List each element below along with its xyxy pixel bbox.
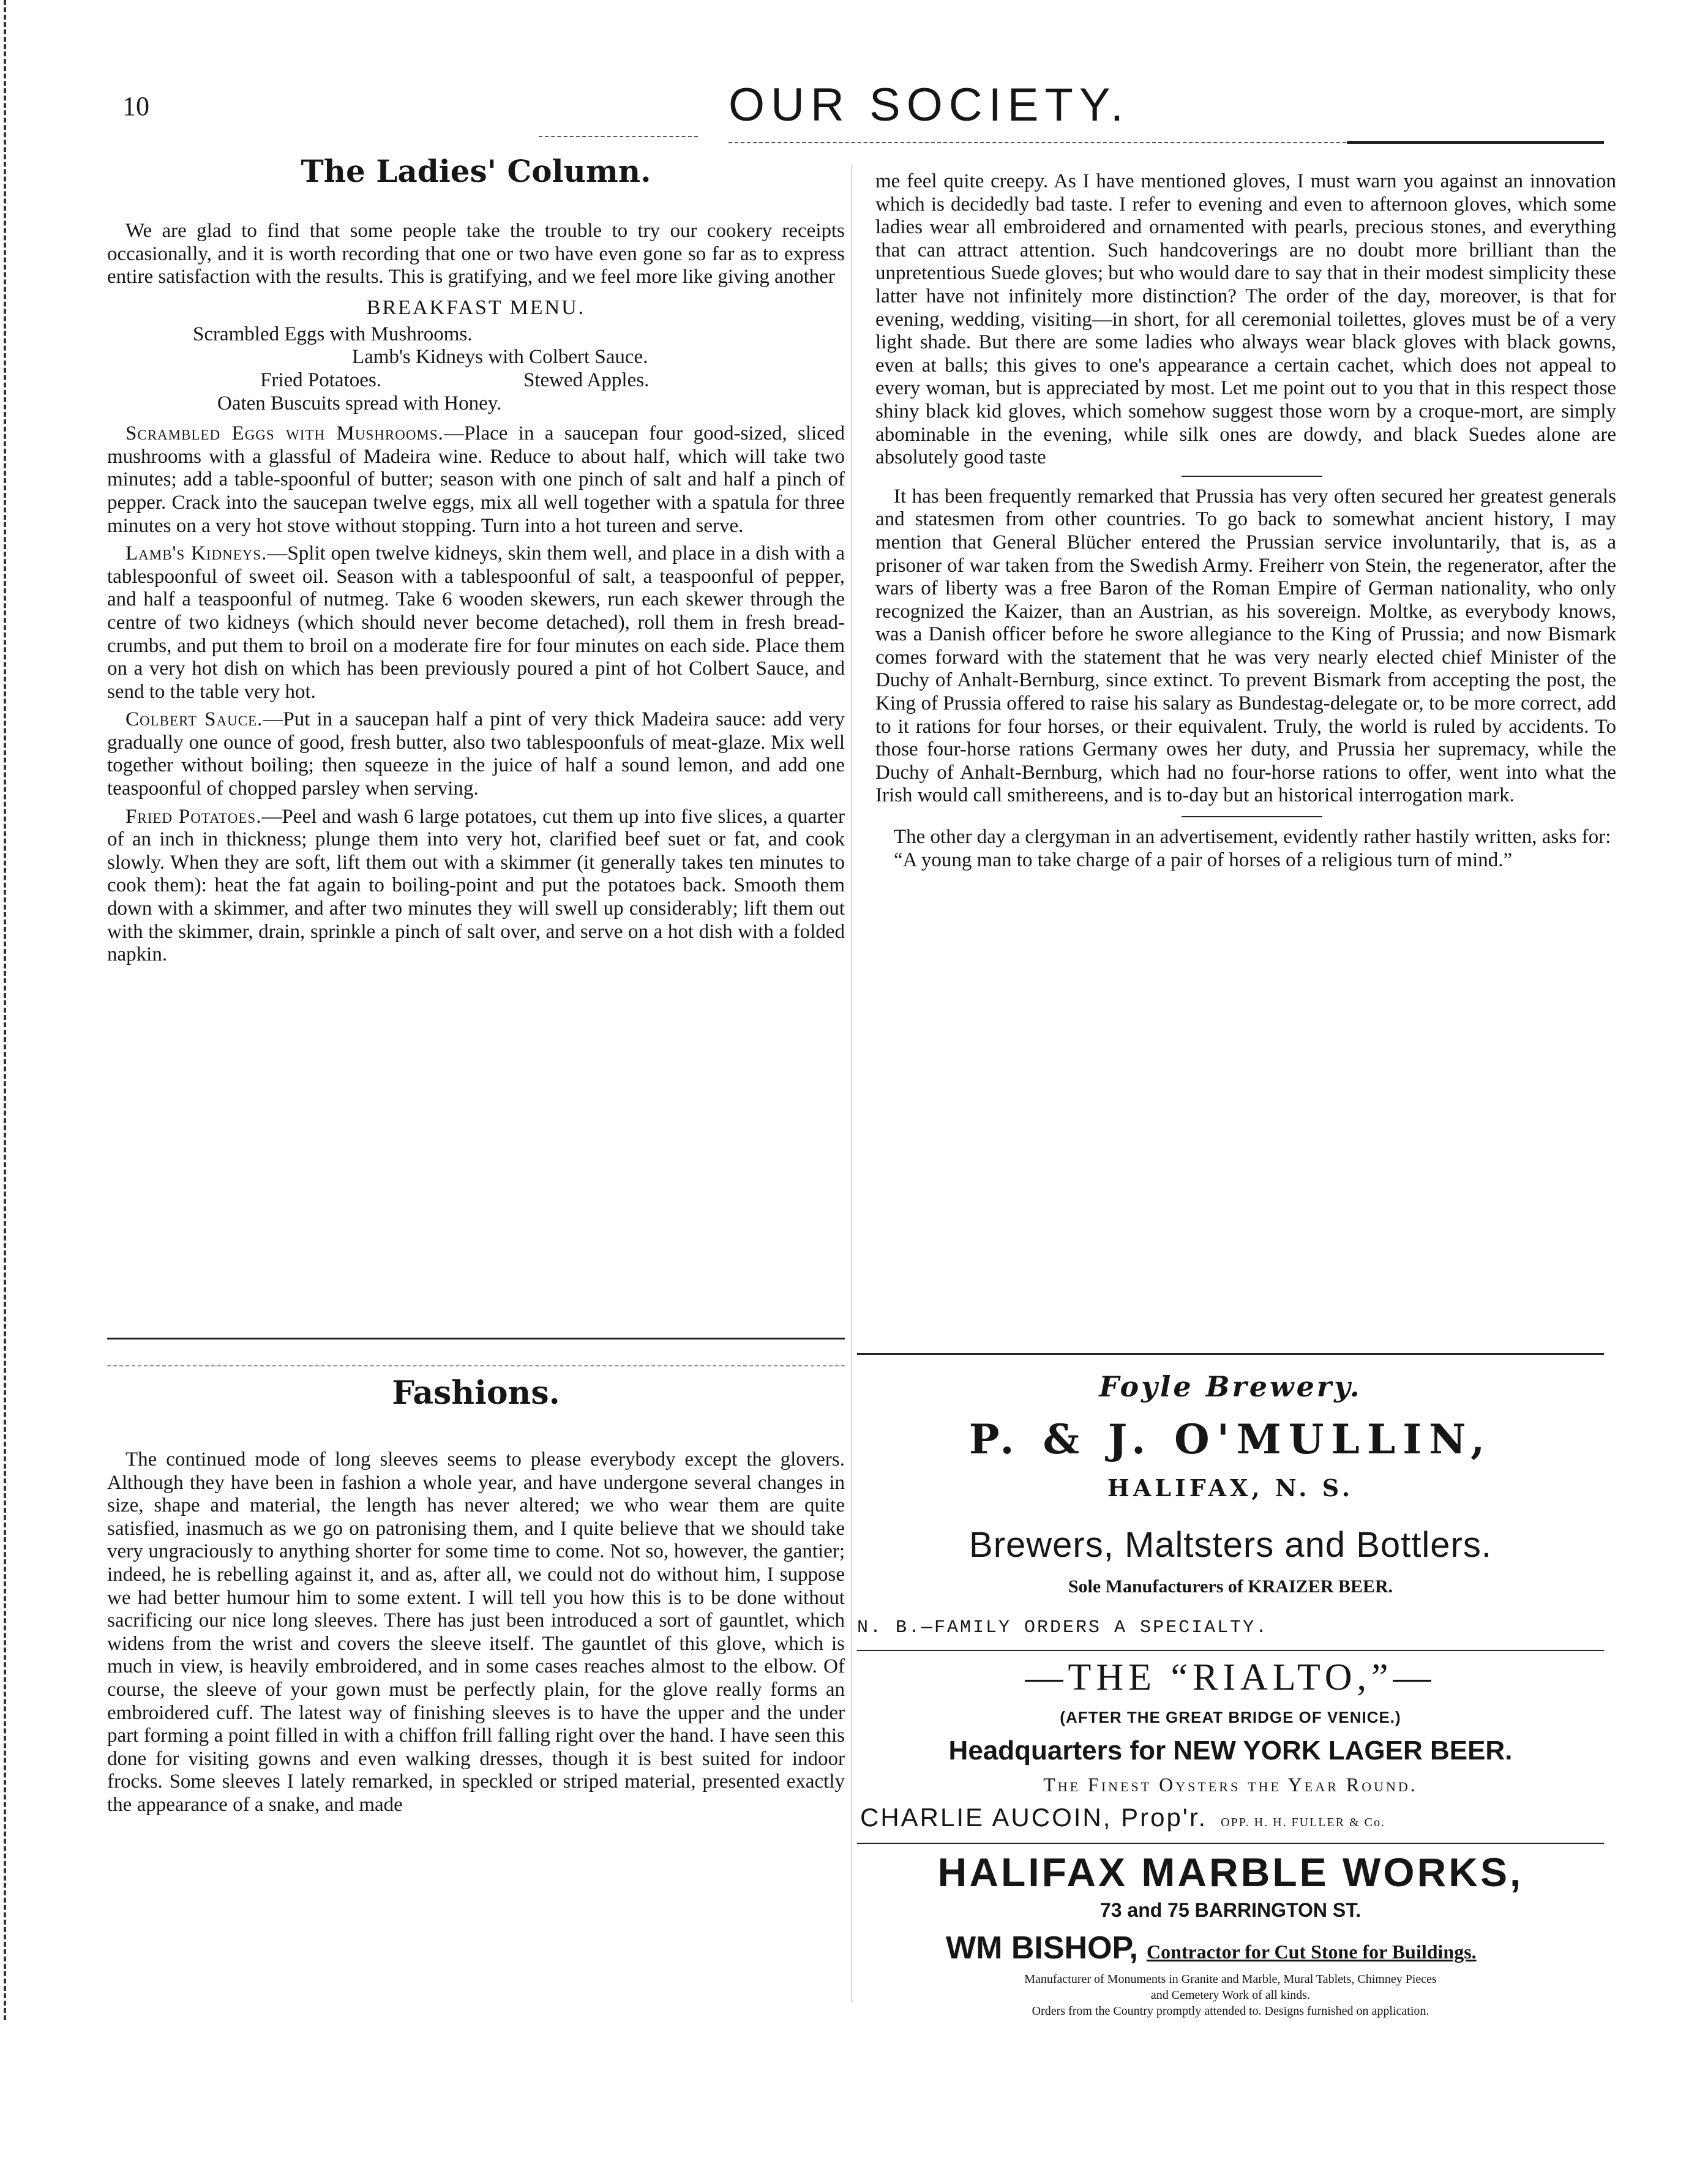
marble-contract: Contractor for Cut Stone for Buildings. (1146, 1941, 1477, 1963)
marble-address: 73 and 75 BARRINGTON ST. (1099, 1899, 1362, 1921)
fashions-text: The continued mode of long sleeves seems to please everybody except the glovers. Although they have been in fashion a whole year, and have undergone several changes in size, shape and material, the length has never altered; we who wear them are quite satisfied, inasmuch as we go on patronising them, and I quite believe that we should take very ungraciously to anything shorter for some time to come. Not so, however, the gantier; indeed, he is rebelling against it, and as, after all, we could not do without him, I suppose we had better humour him to some extent. I will tell you how this is to be done without sacrificing our nice long sleeves. There has just been introduced a sort of gauntlet, which widens from the wrist and covers the sleeve itself. The gauntlet of this glove, which is much in view, is heavily embroidered, and in some cases reaches almost to the elbow. Of course, the sleeve of your gown must be perfectly plain, for the glove really forms an embroidered cuff. The latest way of finishing sleeves is to have the upper and the under part forming a point filled in with a chiffon frill falling right over the hand. I have seen this done for visiting gowns and even walking dresses, though it is best suited for indoor frocks. Some sleeves I lately remarked, in speckled or striped material, presented exactly the appearance of a snake, and made (107, 1448, 845, 1816)
rialto-sub: (AFTER THE GREAT BRIDGE OF VENICE.) (1060, 1708, 1401, 1726)
recipe-text: —Peel and wash 6 large potatoes, cut them up into five slices, a quarter of an inch in thickness; plunge them into very hot, clarified beef suet or fat, and cook slowly. When they are soft, lift them out with a skimmer (it generally takes ten minutes to cook them): heat the fat again to boiling-point and put the potatoes back. Smooth them down with a skimmer, and after two minutes they will swell up considerably; lift them out with the skimmer, drain, sprinkle a pinch of salt over, and serve on a hot dish with a folded napkin. (107, 805, 845, 966)
recipe-title: Colbert Sauce. (125, 708, 263, 731)
page-number: 10 (122, 91, 149, 121)
brewery-tagline: Brewers, Maltsters and Bottlers. (969, 1525, 1492, 1565)
rialto-proprietor: CHARLIE AUCOIN, Prop'r. (860, 1803, 1208, 1832)
brewery-title: Foyle Brewery. (1099, 1370, 1362, 1403)
recipe-text: —Split open twelve kidneys, skin them well, and place in a dish with a tablespoonful of sweet oil. Season with a tablespoonful of salt, a teaspoonful of pepper, and half a teaspoonful of nutmeg. Take 6 wooden skewers, run each skewer through the centre of two kidneys (which should never become detached), roll them in fresh bread-crumbs, and put them to broil on a moderate fire for four minutes on each side. Place them on a very hot dish on which has been previously poured a pint of hot Colbert Sauce, and send to the table very hot. (107, 542, 845, 703)
menu-item: Oaten Buscuits spread with Honey. (217, 392, 502, 414)
recipe (107, 542, 845, 703)
recipe (107, 806, 845, 967)
recipe-text: —Place in a saucepan four good-sized, sliced mushrooms with a glassful of Madeira wine. Reduce to about half, which will take two minutes; add a table-spoonful of butter; season with one pinch of salt and half a pinch of pepper. Crack into the saucepan twelve eggs, mix all well together with a spatula for three minutes on a very hot stove without stopping. Turn into a hot tureen and serve. (107, 422, 845, 537)
prussia-article: It has been frequently remarked that Prussia has very often secured her greatest generals and statesmen from other countries. To go back to somewhat ancient history, I may mention that General Blücher entered the Prussian service involuntarily, that is, as a prisoner of war taken from the Swedish Army. Freiherr von Stein, the regenerator, after the wars of liberty was a free Baron of the Roman Empire of German nationality, who only recognized the Kaizer, than an Austrian, as his sovereign. Moltke, as everybody knows, was a Danish officer before he swore allegiance to the King of Prussia; and now Bismark comes forward with the statement that he was very nearly elected chief Minister of the Duchy of Anhalt-Bernburg, since extinct. To prevent Bismark from accepting the post, the King of Prussia offered to raise his salary as Bundestag-delegate or, to be more correct, add to it rations for four horses, or their equivalent. Truly, the world is ruled by accidents. To those four-horse rations Germany owes her duty, and Prussia her supremacy, while the Duchy of Anhalt-Bernburg, which had no four-horse rations to offer, went into what the Irish would call smithereens, and is to-day but an historical interrogation mark. (875, 485, 1616, 807)
brewery-sole: Sole Manufacturers of KRAIZER BEER. (1068, 1576, 1393, 1597)
recipe-title: Scrambled Eggs with Mushrooms. (125, 422, 444, 445)
rialto-footer (860, 1803, 1604, 1832)
menu-item: Scrambled Eggs with Mushrooms. (193, 323, 473, 345)
brewery-note: N. B.—FAMILY ORDERS A SPECIALTY. (857, 1617, 1269, 1638)
recipe (107, 708, 845, 800)
recipe (107, 422, 845, 538)
rialto-oysters: The Finest Oysters the Year Round. (1043, 1774, 1418, 1796)
ladies-intro: We are glad to find that some people take the trouble to try our cookery receipts occasionally, and it is worth recording that one or two have even gone so far as to express entire satisfaction with the results. This is gratifying, and we feel more like giving another (107, 220, 845, 288)
article-divider (1182, 476, 1322, 477)
marble-line: Orders from the Country promptly attended to. Designs furnished on application. (1032, 2004, 1429, 2018)
rialto-title: —THE “RIALTO,”— (1025, 1657, 1436, 1698)
brewery-location: HALIFAX, N. S. (1107, 1474, 1354, 1502)
marble-owner: WM BISHOP, (946, 1930, 1138, 1966)
marble-line: Manufacturer of Monuments in Granite and Marble, Mural Tablets, Chimney Pieces (1024, 1973, 1437, 1986)
rialto-opposite: OPP. H. H. FULLER & Co. (1221, 1816, 1385, 1829)
gloves-article: me feel quite creepy. As I have mentioned gloves, I must warn you against an innovation which is decidedly bad taste. I refer to evening and even to afternoon gloves, which some ladies wear all embroidered and ornamented with pearls, precious stones, and everything that can attract attention. Such handcoverings are no doubt more brilliant than the unpretentious Suede gloves; but who would dare to say that in their modest simplicity these latter have not infinitely more distinction? The order of the day, moreover, is that for evening, wedding, visiting—in short, for all ceremonial toilettes, gloves must be of a very light shade. But there are some ladies who always wear black gloves with black gowns, even at balls; this gives to one's appearance a certain cachet, which does not appeal to every woman, but is appreciated by most. Let me point out to you that in this respect those shiny black kid gloves, which somehow suggest those worn by a croque-mort, are simply abominable in the evening, while silk ones are dowdy, and black Suedes alone are absolutely good taste (875, 170, 1616, 469)
menu-item: Stewed Apples. (523, 369, 650, 391)
ladies-column (107, 153, 845, 967)
masthead-rule-left (539, 136, 698, 137)
marble-owner-line (946, 1930, 1477, 1966)
recipe-text: —Put in a saucepan half a pint of very thick Madeira sauce: add very gradually one ounce of good, fresh butter, also two tablespoonfuls of meat-glaze. Mix well together without boiling; then squeeze in the juice of half a sound lemon, and add one teaspoonful of chopped parsley when serving. (107, 708, 845, 800)
breakfast-menu (107, 323, 845, 415)
masthead-title: OUR SOCIETY. (729, 79, 1129, 131)
ladies-heading: The Ladies' Column. (301, 153, 651, 189)
fashions-section (107, 1374, 845, 1817)
gloves-column (875, 170, 1616, 872)
section-rule-right (857, 1353, 1604, 1355)
menu-title: BREAKFAST MENU. (366, 296, 586, 319)
ad-divider (857, 1843, 1604, 1844)
menu-item: Lamb's Kidneys with Colbert Sauce. (352, 346, 648, 369)
clergyman-article: The other day a clergyman in an advertisement, evidently rather hastily written, asks for: (894, 826, 1611, 849)
menu-item: Fried Potatoes. (260, 369, 381, 391)
margin-ruler (0, 0, 6, 2020)
fashions-heading: Fashions. (392, 1374, 560, 1412)
recipe-title: Fried Potatoes. (125, 805, 262, 828)
brewery-name: P. & J. O'MULLIN, (968, 1415, 1493, 1463)
ad-divider (857, 1650, 1604, 1651)
section-rule-left-thin (107, 1365, 845, 1366)
section-rule-left (107, 1338, 845, 1339)
marble-line: and Cemetery Work of all kinds. (1150, 1988, 1311, 2002)
column-divider (851, 165, 852, 2002)
clergyman-quote: “A young man to take charge of a pair of horses of a religious turn of mind.” (894, 849, 1513, 871)
masthead-rule-thick (1347, 141, 1604, 144)
rialto-headline: Headquarters for NEW YORK LAGER BEER. (948, 1736, 1513, 1766)
article-divider (1182, 816, 1322, 817)
marble-title: HALIFAX MARBLE WORKS, (937, 1849, 1524, 1895)
recipe-title: Lamb's Kidneys. (125, 542, 268, 565)
